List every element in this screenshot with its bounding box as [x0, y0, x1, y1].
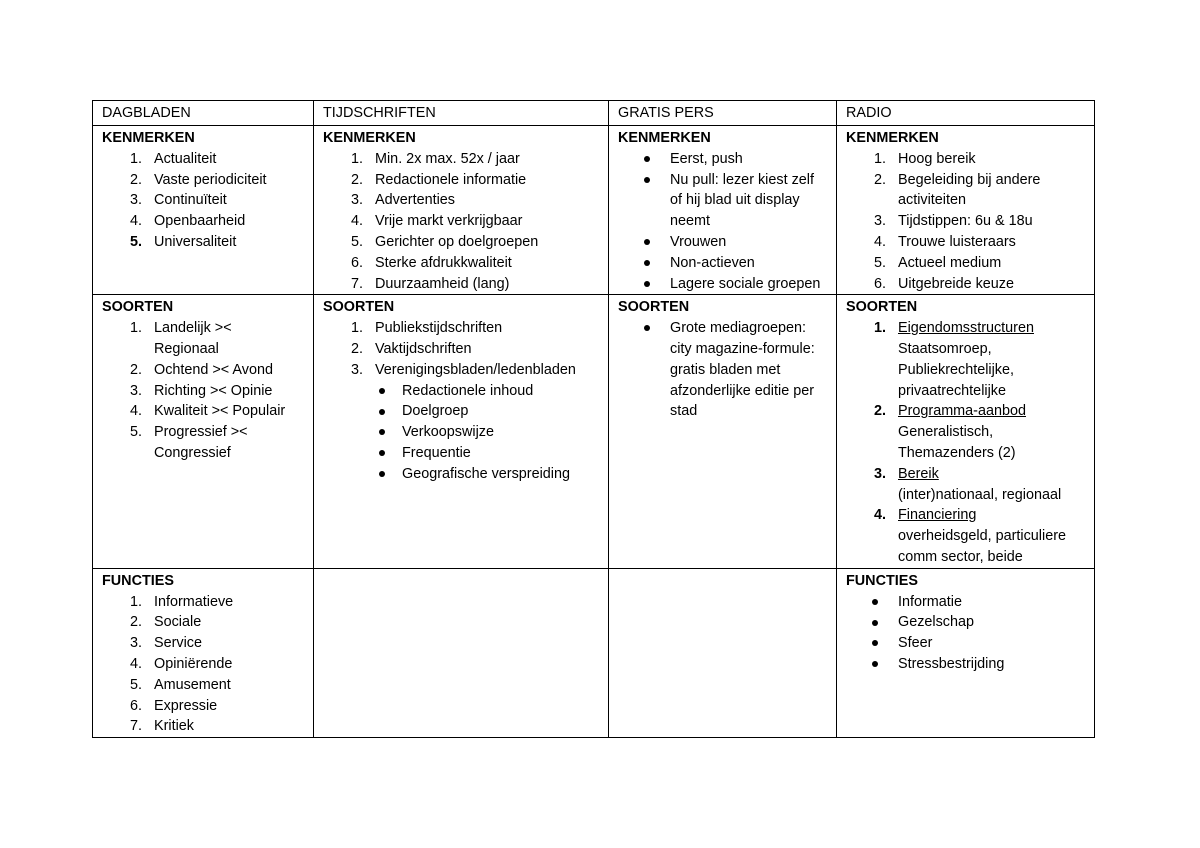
bullet-icon — [379, 450, 385, 456]
list-item: 5. Progressief >< Congressief — [129, 424, 248, 461]
list-item: Frequentie — [323, 443, 602, 464]
bullet-icon — [379, 388, 385, 394]
list-item: 2. Vaste periodiciteit — [129, 171, 267, 188]
list-item: 2. Sociale — [129, 614, 202, 631]
bullet-list — [846, 592, 1088, 675]
bullet-icon — [644, 156, 650, 162]
list-item: 2. Ochtend >< Avond — [129, 361, 273, 378]
list-item: 2. Begeleiding bij andere activiteiten — [873, 171, 1041, 209]
bullet-icon — [379, 471, 385, 477]
list-item: 3. Bereik (inter)nationaal, regionaal — [873, 465, 1062, 503]
list-item: Doelgroep — [323, 401, 602, 422]
bullet-list — [618, 318, 830, 422]
dagbladen-soorten-cell — [93, 295, 314, 568]
list-item: Vrouwen — [618, 232, 830, 253]
list-item: 3. Service — [129, 635, 202, 652]
radio-soorten-cell — [837, 295, 1095, 568]
header-tijdschriften: TIJDSCHRIFTEN — [314, 101, 609, 126]
media-table — [92, 100, 1095, 738]
list-item: 7. Kritiek — [129, 718, 194, 735]
list-item: Nu pull: lezer kiest zelf of hij blad uit display neemt — [618, 170, 830, 232]
bullet-icon — [644, 177, 650, 183]
dagbladen-kenmerken-cell — [93, 126, 314, 295]
list-item: 1. Informatieve — [129, 593, 234, 610]
section-title: KENMERKEN — [846, 130, 939, 146]
list-item: 2. Redactionele informatie — [350, 171, 527, 188]
radio-functies-cell — [837, 568, 1095, 737]
functies-row — [93, 568, 1095, 737]
list-item: 5. Actueel medium — [873, 254, 1002, 271]
list-item: 4. Vrije markt verkrijgbaar — [350, 213, 523, 230]
list-item: 5. Universaliteit — [129, 233, 237, 250]
gratis-pers-soorten-cell — [609, 295, 837, 568]
bullet-icon — [872, 640, 878, 646]
numbered-list — [323, 318, 602, 380]
section-title: SOORTEN — [323, 299, 395, 316]
list-item: Geografische verspreiding — [323, 464, 602, 485]
header-row — [93, 101, 1095, 126]
numbered-list — [846, 149, 1088, 295]
list-item: 6. Sterke afdrukkwaliteit — [350, 254, 512, 271]
list-item: 4. Opiniërende — [129, 655, 233, 672]
section-title: KENMERKEN — [323, 130, 416, 146]
list-item: 3. Continuïteit — [129, 192, 227, 209]
numbered-list — [102, 592, 307, 738]
list-item: Grote mediagroepen: city magazine-formule: gratis bladen met afzonderlijke editie per stad — [618, 318, 830, 422]
bullet-icon — [872, 599, 878, 605]
list-item: Verkoopswijze — [323, 422, 602, 443]
numbered-list — [846, 318, 1088, 568]
bullet-icon — [872, 661, 878, 667]
gratis-pers-functies-cell — [609, 568, 837, 737]
list-item: 1. Actualiteit — [129, 150, 217, 167]
list-item: 2. Vaktijdschriften — [350, 340, 472, 357]
list-item: 6. Expressie — [129, 697, 218, 714]
sub-bullet-list — [323, 381, 602, 485]
header-dagbladen: DAGBLADEN — [93, 101, 314, 126]
bullet-icon — [379, 409, 385, 415]
list-item: 2. Programma-aanbod Generalistisch, Themazenders (2) — [873, 403, 1026, 461]
tijdschriften-functies-cell — [314, 568, 609, 737]
gratis-pers-kenmerken-cell — [609, 126, 837, 295]
list-item: 3. Advertenties — [350, 192, 455, 209]
list-item: 3. Verenigingsbladen/ledenbladen — [350, 361, 576, 378]
numbered-list — [323, 149, 602, 295]
section-title: SOORTEN — [846, 299, 918, 316]
list-item: 1. Hoog bereik — [873, 150, 976, 167]
list-item: Eerst, push — [618, 149, 830, 170]
list-item: 4. Kwaliteit >< Populair — [129, 403, 286, 420]
section-title: FUNCTIES — [846, 572, 918, 589]
radio-kenmerken-cell — [837, 126, 1095, 295]
list-item: Stressbestrijding — [846, 654, 1088, 675]
list-item: 5. Amusement — [129, 676, 231, 693]
list-item: Informatie — [846, 592, 1088, 613]
section-title: KENMERKEN — [102, 130, 195, 146]
list-item: 4. Financiering overheidsgeld, particuliere comm sector, beide — [873, 507, 1066, 565]
bullet-icon — [644, 281, 650, 287]
tijdschriften-soorten-cell — [314, 295, 609, 568]
list-item: 4. Openbaarheid — [129, 213, 246, 230]
dagbladen-functies-cell — [93, 568, 314, 737]
numbered-list — [102, 149, 307, 253]
soorten-row — [93, 295, 1095, 568]
list-item: Non-actieven — [618, 253, 830, 274]
list-item: 1. Eigendomsstructuren Staatsomroep, Publiekrechtelijke, privaatrechtelijke — [873, 320, 1034, 399]
list-item: Sfeer — [846, 633, 1088, 654]
list-item: 1. Landelijk >< Regionaal — [129, 320, 232, 357]
bullet-list — [618, 149, 830, 295]
header-radio: RADIO — [837, 101, 1095, 126]
bullet-icon — [644, 325, 650, 331]
list-item: 5. Gerichter op doelgroepen — [350, 233, 539, 250]
list-item: 3. Tijdstippen: 6u & 18u — [873, 213, 1033, 230]
section-title: FUNCTIES — [102, 572, 174, 589]
numbered-list — [102, 318, 307, 464]
list-item: Lagere sociale groepen — [618, 274, 830, 295]
list-item: 7. Duurzaamheid (lang) — [350, 275, 510, 292]
list-item: 3. Richting >< Opinie — [129, 382, 273, 399]
list-item: Redactionele inhoud — [323, 381, 602, 402]
tijdschriften-kenmerken-cell — [314, 126, 609, 295]
section-title: SOORTEN — [618, 299, 690, 316]
bullet-icon — [644, 260, 650, 266]
bullet-icon — [644, 239, 650, 245]
section-title: KENMERKEN — [618, 130, 711, 146]
header-gratis-pers: GRATIS PERS — [609, 101, 837, 126]
list-item: 1. Min. 2x max. 52x / jaar — [350, 150, 520, 167]
kenmerken-row — [93, 126, 1095, 295]
section-title: SOORTEN — [102, 299, 174, 316]
list-item: 1. Publiekstijdschriften — [350, 320, 503, 337]
bullet-icon — [379, 429, 385, 435]
bullet-icon — [872, 620, 878, 626]
list-item: Gezelschap — [846, 612, 1088, 633]
list-item: 6. Uitgebreide keuze — [873, 275, 1014, 292]
list-item: 4. Trouwe luisteraars — [873, 233, 1016, 250]
